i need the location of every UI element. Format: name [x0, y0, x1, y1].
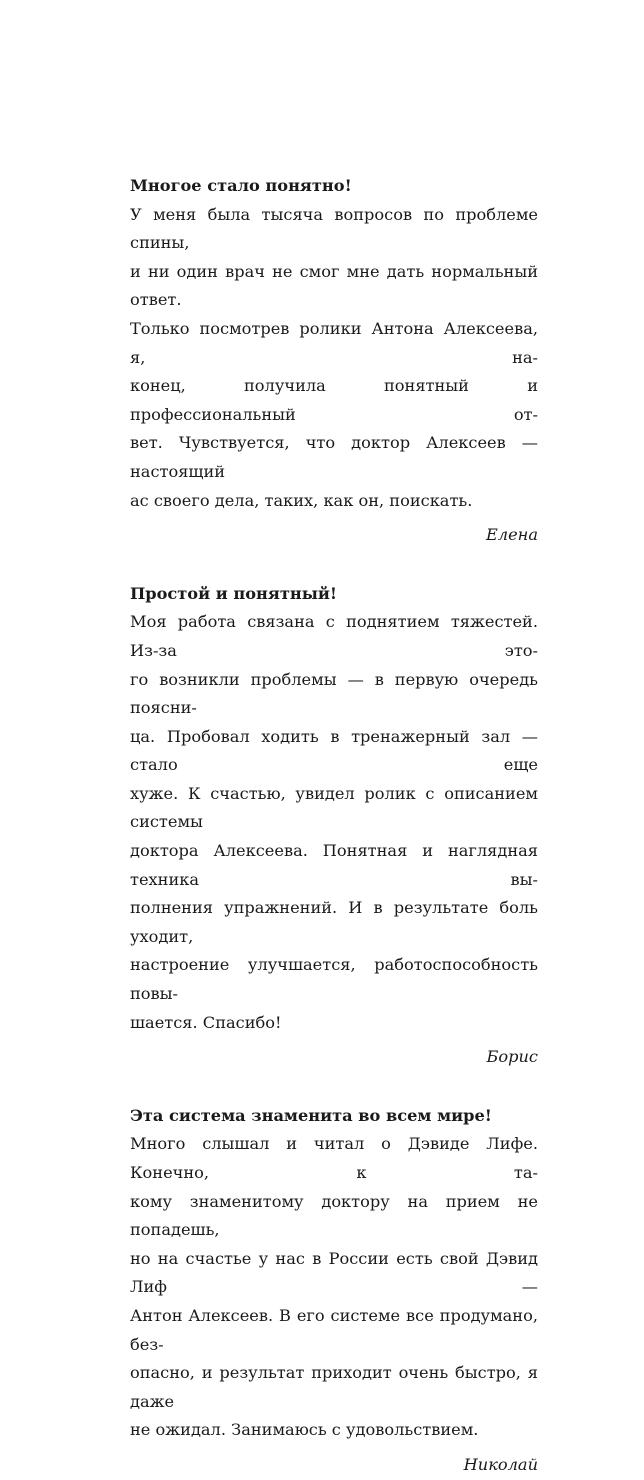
review-2: [130, 580, 538, 1072]
text-line: Только посмотрев ролики Антона Алексеева, я, на-: [130, 318, 538, 367]
text-line: настроение улучшается, работоспособность повы-: [130, 955, 538, 1004]
review-author: Николай: [463, 1454, 538, 1474]
text-line: Много слышал и читал о Дэвиде Лифе. Конечно, к та-: [130, 1134, 538, 1182]
page-body: [130, 172, 538, 1480]
review-text: [130, 608, 538, 1037]
review-3: [130, 1102, 538, 1480]
text-line: шается. Спасибо!: [130, 1012, 282, 1032]
text-line: го возникли проблемы — в первую очередь поясни-: [130, 669, 538, 718]
text-line: хуже. К счастью, увидел ролик с описанием системы: [130, 783, 538, 832]
text-line: но на счастье у нас в России есть свой Дэвид Лиф —: [130, 1248, 538, 1297]
text-line: и ни один врач не смог мне дать нормальный ответ.: [130, 261, 538, 310]
review-text: [130, 201, 538, 516]
text-line: Моя работа связана с поднятием тяжестей. Из-за это-: [130, 612, 538, 660]
text-line: не ожидал. Занимаюсь с удовольствием.: [130, 1420, 479, 1440]
text-line: вет. Чувствуется, что доктор Алексеев — настоящий: [130, 433, 538, 481]
review-1: [130, 172, 538, 550]
text-line: опасно, и результат приходит очень быстро, я даже: [130, 1363, 538, 1411]
text-line: ца. Пробовал ходить в тренажерный зал — стало еще: [130, 726, 538, 775]
review-author: Борис: [486, 1047, 538, 1067]
text-line: доктора Алексеева. Понятная и наглядная техника вы-: [130, 841, 538, 889]
text-line: ас своего дела, таких, как он, поискать.: [130, 490, 473, 510]
text-line: Антон Алексеев. В его системе все продумано, без-: [130, 1305, 538, 1354]
review-title: Многое стало понятно!: [130, 176, 352, 195]
text-line: кому знаменитому доктору на прием не попадешь,: [130, 1191, 538, 1240]
review-title: Эта система знаменита во всем мире!: [130, 1105, 492, 1125]
text-line: У меня была тысяча вопросов по проблеме спины,: [130, 204, 538, 253]
text-line: конец, получила понятный и профессиональный от-: [130, 376, 538, 424]
review-title: Простой и понятный!: [130, 583, 338, 603]
review-author: Елена: [485, 525, 538, 545]
review-text: [130, 1130, 538, 1445]
text-line: полнения упражнений. И в результате боль уходит,: [130, 898, 538, 946]
